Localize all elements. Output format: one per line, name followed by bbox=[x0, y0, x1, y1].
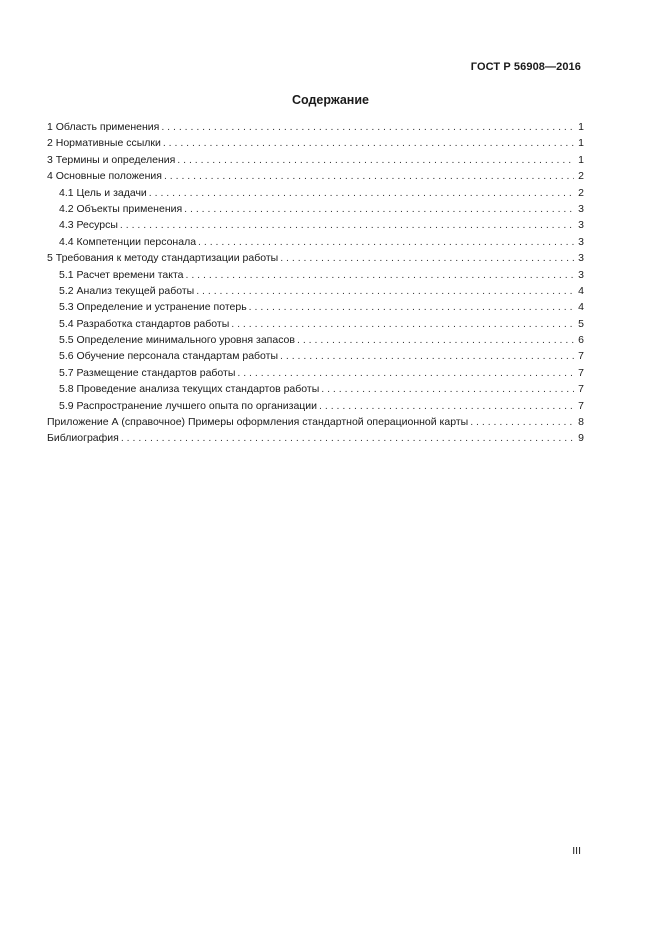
toc-entry-text: 4 Основные положения bbox=[47, 170, 162, 183]
toc-dot-leader bbox=[321, 381, 574, 397]
toc-entry-text: Приложение А (справочное) Примеры оформления стандартной операционной карты bbox=[47, 416, 469, 429]
toc-entry[interactable] bbox=[47, 217, 584, 233]
toc-dot-leader bbox=[231, 316, 574, 332]
toc-entry-page: 1 bbox=[578, 121, 584, 133]
toc-dot-leader bbox=[196, 283, 574, 299]
toc-entry[interactable] bbox=[47, 234, 584, 250]
toc-entry[interactable] bbox=[47, 185, 584, 201]
toc-entry-page: 2 bbox=[578, 170, 584, 183]
toc-entry-page: 2 bbox=[578, 186, 584, 199]
toc-entry-text: 5.8 Проведение анализа текущих стандартов работы bbox=[59, 383, 320, 396]
toc-entry-text: 5.4 Разработка стандартов работы bbox=[59, 317, 230, 330]
toc-entry[interactable] bbox=[47, 135, 584, 151]
toc-entry[interactable] bbox=[47, 152, 584, 168]
toc-entry[interactable] bbox=[47, 365, 584, 381]
toc-dot-leader bbox=[186, 267, 575, 283]
toc-entry-page: 9 bbox=[578, 432, 584, 445]
toc-entry-page: 3 bbox=[578, 252, 584, 265]
toc-entry-text: 4.3 Ресурсы bbox=[59, 219, 118, 232]
toc-dot-leader bbox=[163, 135, 574, 151]
toc-dot-leader bbox=[237, 365, 574, 381]
toc-entry[interactable] bbox=[47, 168, 584, 184]
toc-dot-leader bbox=[198, 234, 574, 250]
toc-dot-leader bbox=[319, 398, 574, 414]
toc-entry-text: 5.9 Распространение лучшего опыта по организации bbox=[59, 399, 318, 412]
page-number: III bbox=[572, 845, 581, 857]
toc-entry-page: 3 bbox=[578, 268, 584, 281]
toc-entry-page: 3 bbox=[578, 202, 584, 215]
table-of-contents bbox=[47, 119, 584, 447]
toc-entry-text: 4.2 Объекты применения bbox=[59, 202, 183, 215]
toc-entry[interactable] bbox=[47, 398, 584, 414]
toc-entry[interactable] bbox=[47, 119, 584, 135]
toc-entry[interactable] bbox=[47, 267, 584, 283]
toc-entry-text: 5.7 Размещение стандартов работы bbox=[59, 366, 236, 379]
toc-entry-page: 3 bbox=[578, 219, 584, 232]
toc-entry-text: 5.3 Определение и устранение потерь bbox=[59, 301, 247, 314]
toc-entry-page: 1 bbox=[578, 153, 584, 166]
toc-entry-page: 3 bbox=[578, 235, 584, 248]
toc-entry-text: 5.1 Расчет времени такта bbox=[59, 268, 184, 281]
toc-entry-page: 7 bbox=[578, 399, 584, 412]
toc-entry-page: 4 bbox=[578, 301, 584, 314]
document-code: ГОСТ Р 56908—2016 bbox=[470, 61, 581, 73]
toc-entry[interactable] bbox=[47, 283, 584, 299]
toc-dot-leader bbox=[297, 332, 574, 348]
toc-entry[interactable] bbox=[47, 250, 584, 266]
toc-entry-text: Библиография bbox=[47, 432, 119, 445]
toc-entry-page: 4 bbox=[578, 284, 584, 297]
toc-entry-page: 7 bbox=[578, 366, 584, 379]
toc-entry-text: 3 Термины и определения bbox=[47, 153, 176, 166]
toc-entry-page: 7 bbox=[578, 383, 584, 396]
toc-entry[interactable] bbox=[47, 430, 584, 446]
toc-entry-page: 6 bbox=[578, 334, 584, 347]
toc-dot-leader bbox=[164, 168, 574, 184]
toc-entry-text: 4.4 Компетенции персонала bbox=[59, 235, 197, 248]
toc-entry[interactable] bbox=[47, 316, 584, 332]
toc-entry[interactable] bbox=[47, 348, 584, 364]
toc-dot-leader bbox=[149, 185, 574, 201]
toc-entry[interactable] bbox=[47, 381, 584, 397]
toc-dot-leader bbox=[280, 348, 574, 364]
toc-entry-text: 5.2 Анализ текущей работы bbox=[59, 284, 195, 297]
toc-entry-text: 5.5 Определение минимального уровня запасов bbox=[59, 334, 295, 347]
toc-entry-text: 5.6 Обучение персонала стандартам работы bbox=[59, 350, 279, 363]
toc-entry-page: 5 bbox=[578, 317, 584, 330]
toc-dot-leader bbox=[121, 430, 574, 446]
toc-entry[interactable] bbox=[47, 332, 584, 348]
toc-dot-leader bbox=[280, 250, 574, 266]
toc-entry[interactable] bbox=[47, 414, 584, 430]
toc-dot-leader bbox=[249, 299, 574, 315]
toc-entry[interactable] bbox=[47, 299, 584, 315]
toc-entry-page: 8 bbox=[578, 416, 584, 429]
toc-dot-leader bbox=[184, 201, 574, 217]
toc-entry-page: 1 bbox=[578, 137, 584, 150]
toc-entry[interactable] bbox=[47, 201, 584, 217]
toc-entry-text: 4.1 Цель и задачи bbox=[59, 186, 147, 199]
toc-entry-text: 1 Область применения bbox=[47, 121, 160, 133]
toc-entry-page: 7 bbox=[578, 350, 584, 363]
toc-entry-text: 2 Нормативные ссылки bbox=[47, 137, 161, 150]
toc-dot-leader bbox=[177, 152, 574, 168]
toc-entry-text: 5 Требования к методу стандартизации работы bbox=[47, 252, 279, 265]
toc-title: Содержание bbox=[291, 93, 369, 107]
toc-dot-leader bbox=[470, 414, 574, 430]
toc-dot-leader bbox=[120, 217, 574, 233]
toc-dot-leader bbox=[161, 119, 574, 135]
